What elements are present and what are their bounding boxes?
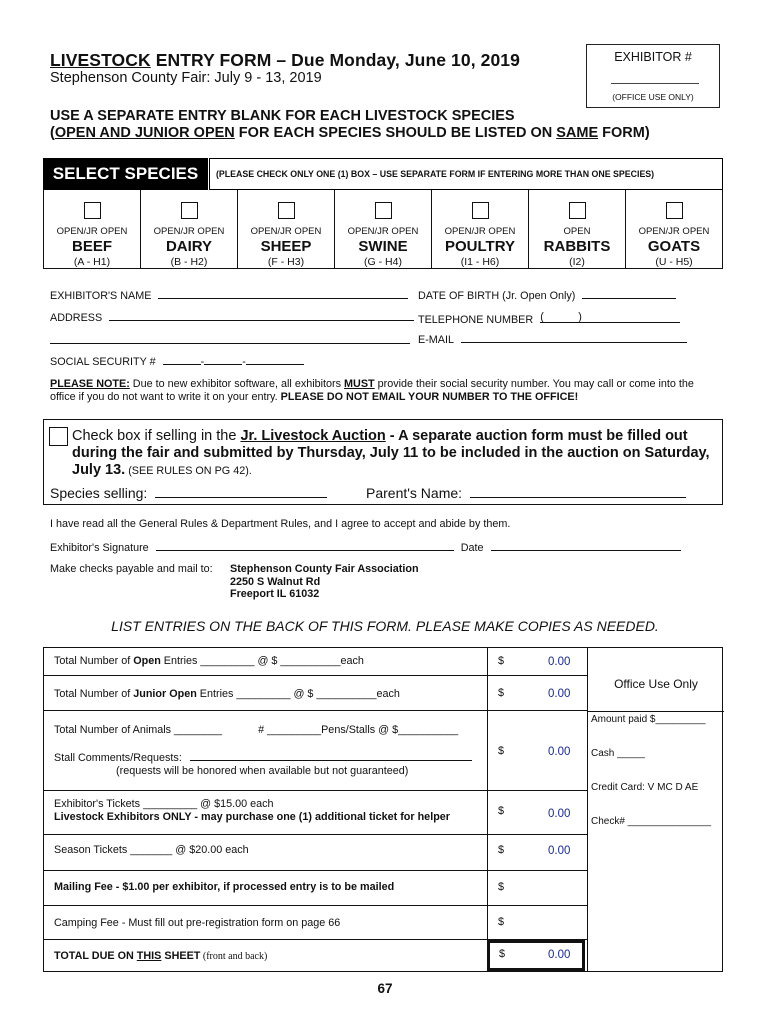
exhibitor-number-line — [611, 83, 699, 84]
form-subtitle: Stephenson County Fair: July 9 - 13, 2019 — [50, 70, 322, 86]
species-poultry — [432, 190, 529, 268]
species-type: OPEN/JR OPEN — [153, 226, 225, 237]
species-code: (I2) — [569, 256, 585, 268]
signature-row — [50, 541, 681, 554]
auction-box — [43, 419, 723, 505]
ssn-dash: - — [242, 356, 246, 368]
stall-comments-label: Stall Comments/Requests: — [54, 752, 182, 764]
fee-row-open — [44, 648, 487, 676]
dollar-sign: $ — [499, 948, 506, 960]
total-this: THIS — [136, 950, 162, 962]
total-text: SHEET — [161, 950, 201, 962]
species-sheep — [238, 190, 335, 268]
email-row — [418, 333, 687, 346]
species-selling-label: Species selling: — [50, 485, 148, 501]
species-type: OPEN/JR OPEN — [638, 226, 710, 237]
office-use-column — [587, 648, 724, 971]
parents-name-row — [366, 485, 686, 501]
amount-value: 0.00 — [548, 746, 571, 758]
address-label: ADDRESS — [50, 312, 103, 324]
fee-row-camping: Camping Fee - Must fill out pre-registration form on page 66 — [44, 906, 487, 940]
amount-value: 0.00 — [548, 845, 571, 857]
phone-label: TELEPHONE NUMBER — [418, 314, 534, 326]
phone-paren-close: ) — [578, 311, 582, 323]
pens-text: # _________Pens/Stalls @ $__________ — [258, 724, 459, 736]
title-rest: ENTRY FORM – Due Monday, June 10, 2019 — [150, 50, 520, 70]
select-species-label: SELECT SPECIES — [43, 158, 209, 190]
exhibitor-number-label: EXHIBITOR # — [614, 50, 692, 64]
ssn-dash: - — [200, 356, 205, 368]
stall-comments-field[interactable] — [190, 751, 472, 761]
stall-note: (requests will be honored when available but not guaranteed) — [116, 765, 409, 777]
species-type: OPEN/JR OPEN — [444, 226, 516, 237]
payment-label: Make checks payable and mail to: — [50, 563, 213, 575]
amount-value: 0.00 — [548, 656, 571, 668]
list-entries-note: LIST ENTRIES ON THE BACK OF THIS FORM. PLEASE MAKE COPIES AS NEEDED. — [111, 618, 659, 634]
exhibitor-name-field[interactable] — [158, 289, 408, 299]
instruction-line-1: USE A SEPARATE ENTRY BLANK FOR EACH LIVESTOCK SPECIES — [50, 108, 515, 124]
exhibitor-name-label: EXHIBITOR'S NAME — [50, 290, 152, 302]
select-species-note: (PLEASE CHECK ONLY ONE (1) BOX – USE SEPARATE FORM IF ENTERING MORE THAN ONE SPECIES) — [209, 158, 723, 190]
phone-row — [418, 311, 680, 326]
species-type: OPEN/JR OPEN — [250, 226, 322, 237]
credit-card-field[interactable]: Credit Card: V MC D AE — [591, 782, 699, 793]
auction-bold-text: - A separate auction form must be filled out during the fair and submitted by Thursday, July 11 to be included in the auction on Saturday, July 13. — [72, 428, 710, 478]
date-field[interactable] — [491, 541, 681, 551]
agreement-text: I have read all the General Rules & Department Rules, and I agree to accept and abide by them. — [50, 518, 511, 530]
checkbox-rabbits[interactable] — [569, 202, 586, 219]
ssn-note — [50, 378, 720, 404]
check-number-field[interactable]: Check# _______________ — [591, 816, 712, 827]
species-type: OPEN — [563, 226, 591, 237]
checkbox-goats[interactable] — [666, 202, 683, 219]
fee-row-tickets — [44, 791, 487, 835]
fee-amount-season[interactable] — [487, 835, 587, 871]
auction-see-rules: (SEE RULES ON PG 42). — [125, 465, 252, 477]
species-code: (A - H1) — [73, 256, 111, 268]
fee-row-season: Season Tickets _______ @ $20.00 each — [44, 835, 487, 871]
species-beef — [44, 190, 141, 268]
amount-value: 0.00 — [548, 808, 571, 820]
dollar-sign: $ — [498, 745, 505, 757]
payment-org: Stephenson County Fair Association — [230, 563, 419, 575]
species-name: RABBITS — [543, 238, 611, 255]
species-selling-row — [50, 485, 327, 501]
paren: ( — [50, 125, 55, 141]
note-text: provide their social security number. You may call or come into the office if you do not want to write it on your entry. — [50, 378, 694, 403]
dollar-sign: $ — [498, 655, 505, 667]
note-bold-end: PLEASE DO NOT EMAIL YOUR NUMBER TO THE OFFICE! — [280, 391, 579, 403]
fee-amount-mailing[interactable] — [487, 871, 587, 906]
tickets-note: Livestock Exhibitors ONLY - may purchase one (1) additional ticket for helper — [54, 811, 450, 823]
dollar-sign: $ — [498, 844, 505, 856]
email-field[interactable] — [461, 333, 687, 343]
species-selling-field[interactable] — [155, 486, 327, 498]
dob-row — [418, 289, 676, 302]
ssn-row — [50, 355, 304, 368]
note-lead: PLEASE NOTE: — [50, 378, 130, 390]
species-name: SWINE — [358, 238, 408, 255]
species-name: SHEEP — [260, 238, 312, 255]
species-name: BEEF — [71, 238, 112, 255]
species-type: OPEN/JR OPEN — [56, 226, 128, 237]
address-row — [50, 311, 414, 324]
ssn-field-1[interactable] — [163, 355, 201, 365]
dollar-sign: $ — [498, 881, 505, 893]
dollar-sign: $ — [498, 805, 505, 817]
form-title — [50, 50, 520, 71]
payment-street: 2250 S Walnut Rd — [230, 575, 321, 588]
fee-row-stalls — [44, 711, 487, 791]
amount-value: 0.00 — [548, 688, 571, 700]
checkbox-beef[interactable] — [84, 202, 101, 219]
dob-label: DATE OF BIRTH (Jr. Open Only) — [418, 290, 576, 302]
amount-value: 0.00 — [548, 949, 571, 961]
phone-field[interactable] — [540, 311, 680, 323]
animals-text: Total Number of Animals ________ — [54, 724, 223, 736]
fee-amount-tickets[interactable] — [487, 791, 587, 835]
office-use-only-label: (OFFICE USE ONLY) — [612, 92, 694, 102]
address-field[interactable] — [109, 311, 414, 321]
fee-text: Entries _________ @ $ __________each — [160, 655, 364, 667]
species-code: (F - H3) — [267, 256, 305, 268]
dob-field[interactable] — [582, 289, 676, 299]
species-rabbits — [529, 190, 626, 268]
checkbox-poultry[interactable] — [472, 202, 489, 219]
ssn-field-3[interactable] — [246, 355, 304, 365]
auction-name: Jr. Livestock Auction — [240, 428, 386, 444]
species-code: (G - H4) — [364, 256, 402, 268]
parents-name-label: Parent's Name: — [366, 485, 463, 501]
checkbox-swine[interactable] — [375, 202, 392, 219]
total-amount-box[interactable] — [487, 940, 585, 971]
same-text: SAME — [556, 125, 599, 141]
species-header — [43, 158, 723, 190]
fee-amount-open[interactable] — [487, 648, 587, 676]
species-name: DAIRY — [165, 238, 213, 255]
fee-row-junior — [44, 676, 487, 711]
auction-text — [72, 428, 717, 480]
species-code: (I1 - H6) — [460, 256, 500, 268]
species-code: (B - H2) — [170, 256, 208, 268]
auction-check-text: Check box if selling in the — [72, 428, 241, 444]
office-use-title: Office Use Only — [614, 677, 698, 691]
species-name: POULTRY — [445, 238, 515, 255]
fee-text: Entries _________ @ $ __________each — [196, 688, 400, 700]
date-label: Date — [460, 542, 484, 554]
fee-open-word: Open — [133, 655, 161, 667]
fees-table — [43, 647, 723, 972]
phone-paren-open: ( — [540, 311, 544, 323]
payment-city: Freeport IL 61032 — [230, 588, 320, 600]
signature-label: Exhibitor's Signature — [50, 542, 149, 554]
checkbox-sheep[interactable] — [278, 202, 295, 219]
species-swine — [335, 190, 432, 268]
note-must: MUST — [344, 378, 375, 390]
species-goats — [626, 190, 722, 268]
fee-amount-junior[interactable] — [487, 676, 587, 711]
checkbox-dairy[interactable] — [181, 202, 198, 219]
total-text: TOTAL DUE ON — [54, 950, 137, 962]
species-name: GOATS — [647, 238, 701, 255]
fee-amount-camping[interactable] — [487, 906, 587, 940]
open-junior-text: OPEN AND JUNIOR OPEN — [54, 125, 235, 141]
instruction-text: FOR EACH SPECIES SHOULD BE LISTED ON — [234, 125, 557, 141]
exhibitor-number-box[interactable] — [586, 44, 720, 108]
total-note: (front and back) — [200, 951, 268, 962]
instruction-line-2 — [50, 125, 650, 141]
tickets-text: Exhibitor's Tickets _________ @ $15.00 each — [54, 798, 274, 810]
species-code: (U - H5) — [655, 256, 693, 268]
cash-field[interactable]: Cash _____ — [591, 748, 645, 759]
ssn-label: SOCIAL SECURITY # — [50, 356, 156, 368]
species-type: OPEN/JR OPEN — [347, 226, 419, 237]
species-row — [43, 190, 723, 269]
auction-checkbox[interactable] — [49, 427, 68, 446]
dollar-sign: $ — [498, 687, 505, 699]
species-dairy — [141, 190, 238, 268]
fee-text: Total Number of — [54, 655, 134, 667]
address-field-line-2[interactable] — [50, 343, 410, 344]
page-number: 67 — [377, 981, 393, 996]
fee-amount-stalls[interactable] — [487, 711, 587, 791]
fee-row-total — [44, 940, 487, 971]
note-text: Due to new exhibitor software, all exhibitors — [129, 378, 345, 390]
title-underlined: LIVESTOCK — [50, 50, 151, 70]
dollar-sign: $ — [498, 916, 505, 928]
amount-paid-field[interactable]: Amount paid $_________ — [591, 714, 706, 725]
ssn-field-2[interactable] — [204, 355, 242, 365]
fee-junior-word: Junior Open — [133, 688, 197, 700]
exhibitor-name-row — [50, 289, 408, 302]
parents-name-field[interactable] — [470, 486, 686, 498]
instruction-end: FORM) — [598, 125, 650, 141]
signature-field[interactable] — [156, 541, 454, 551]
payment-address — [230, 563, 419, 601]
email-label: E-MAIL — [418, 334, 454, 346]
fee-row-mailing: Mailing Fee - $1.00 per exhibitor, if processed entry is to be mailed — [44, 871, 487, 906]
fee-text: Total Number of — [54, 688, 134, 700]
